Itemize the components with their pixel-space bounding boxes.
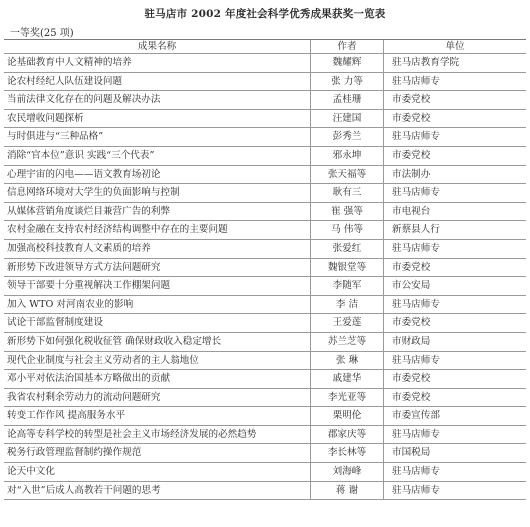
cell-title: 试论干部监督制度建设 <box>4 314 311 333</box>
table-row <box>4 239 526 258</box>
cell-author: 王爱莲 <box>311 314 384 333</box>
cell-title: 加强高校科技教育人文素质的培养 <box>4 239 311 258</box>
document-title: 驻马店市 2002 年度社会科学优秀成果获奖一览表 <box>144 8 386 20</box>
table-row <box>4 202 526 221</box>
cell-unit: 市电视台 <box>384 202 527 221</box>
table-body <box>4 54 526 500</box>
table-row <box>4 370 526 389</box>
table-row <box>4 463 526 482</box>
cell-author: 马 伟等 <box>311 221 384 240</box>
cell-title: 与时俱进与“三种品格” <box>4 128 311 147</box>
table-row <box>4 221 526 240</box>
cell-author: 李长林等 <box>311 444 384 463</box>
cell-author: 张天福等 <box>311 165 384 184</box>
cell-unit: 市国税局 <box>384 444 527 463</box>
table-row <box>4 109 526 128</box>
table-row <box>4 314 526 333</box>
cell-author: 魏耀辉 <box>311 54 384 73</box>
cell-unit: 市财政局 <box>384 332 527 351</box>
cell-unit: 驻马店师专 <box>384 239 527 258</box>
cell-unit: 驻马店师专 <box>384 72 527 91</box>
table-row <box>4 277 526 296</box>
cell-author: 汪建国 <box>311 109 384 128</box>
cell-author: 刘海峰 <box>311 463 384 482</box>
cell-title: 论天中文化 <box>4 463 311 482</box>
table-row <box>4 128 526 147</box>
cell-title: 新形势下改进领导方式方法问题研究 <box>4 258 311 277</box>
cell-author: 郡家庆等 <box>311 425 384 444</box>
table-row <box>4 351 526 370</box>
cell-unit: 市委党校 <box>384 314 527 333</box>
cell-title: 从媒体营销角度谈烂目兼营广告的利弊 <box>4 202 311 221</box>
table-row <box>4 184 526 203</box>
table-row <box>4 388 526 407</box>
cell-title: 加入 WTO 对河南农业的影响 <box>4 295 311 314</box>
cell-author: 戚建华 <box>311 370 384 389</box>
cell-title: 农民增收问题探析 <box>4 109 311 128</box>
cell-title: 现代企业制度与社会主义劳动者的主人翁地位 <box>4 351 311 370</box>
cell-unit: 驻马店师专 <box>384 295 527 314</box>
cell-unit: 新蔡县人行 <box>384 221 527 240</box>
cell-title: 邓小平对依法治国基本方略做出的贡献 <box>4 370 311 389</box>
cell-title: 转变工作作风 提高服务水平 <box>4 407 311 426</box>
table-row <box>4 332 526 351</box>
cell-author: 栗明伦 <box>311 407 384 426</box>
cell-unit: 市委党校 <box>384 109 527 128</box>
table-header-row <box>4 40 526 54</box>
cell-title: 心理宇宙的闪电——语文教育场初论 <box>4 165 311 184</box>
cell-author: 崔 强等 <box>311 202 384 221</box>
cell-title: 论高等专科学校的转型是社会主义市场经济发展的必然趋势 <box>4 425 311 444</box>
table-row <box>4 146 526 165</box>
cell-title: 消除“官本位”意识 实践“三个代表” <box>4 146 311 165</box>
cell-unit: 驻马店师专 <box>384 481 527 500</box>
cell-unit: 市委党校 <box>384 370 527 389</box>
cell-author: 蒋 谢 <box>311 481 384 500</box>
table-row <box>4 258 526 277</box>
table-row <box>4 425 526 444</box>
cell-author: 孟桂珊 <box>311 91 384 110</box>
cell-title: 信息网络环境对大学生的负面影响与控制 <box>4 184 311 203</box>
table-row <box>4 165 526 184</box>
cell-unit: 市法制办 <box>384 165 527 184</box>
cell-author: 彭秀兰 <box>311 128 384 147</box>
cell-unit: 驻马店师专 <box>384 425 527 444</box>
section-heading: 一等奖(25 项) <box>10 28 74 39</box>
cell-unit: 驻马店师专 <box>384 184 527 203</box>
cell-author: 张爱红 <box>311 239 384 258</box>
table-row <box>4 72 526 91</box>
cell-author: 魏银堂等 <box>311 258 384 277</box>
header-title: 成果名称 <box>4 40 311 54</box>
cell-author: 耿有三 <box>311 184 384 203</box>
header-author: 作者 <box>311 40 384 54</box>
table-row <box>4 295 526 314</box>
awards-table <box>4 39 526 500</box>
cell-title: 我省农村剩余劳动力的流动问题研究 <box>4 388 311 407</box>
cell-unit: 市委党校 <box>384 91 527 110</box>
cell-unit: 市委宣传部 <box>384 407 527 426</box>
cell-unit: 驻马店师专 <box>384 463 527 482</box>
cell-author: 李光亚等 <box>311 388 384 407</box>
cell-unit: 驻马店教育学院 <box>384 54 527 73</box>
table-row <box>4 54 526 73</box>
cell-author: 张 琳 <box>311 351 384 370</box>
cell-unit: 驻马店师专 <box>384 351 527 370</box>
cell-unit: 市委党校 <box>384 388 527 407</box>
cell-title: 领导干部要十分重视解决工作棚架问题 <box>4 277 311 296</box>
cell-author: 李随军 <box>311 277 384 296</box>
cell-title: 论基础教育中人文精神的培养 <box>4 54 311 73</box>
cell-author: 苏兰芝等 <box>311 332 384 351</box>
cell-unit: 驻马店师专 <box>384 128 527 147</box>
cell-unit: 市公安局 <box>384 277 527 296</box>
cell-title: 税务行政管理监督制约操作规范 <box>4 444 311 463</box>
cell-author: 张 力等 <box>311 72 384 91</box>
table-row <box>4 444 526 463</box>
table-row <box>4 407 526 426</box>
cell-title: 新形势下如何强化税收征管 确保财政收入稳定增长 <box>4 332 311 351</box>
table-row <box>4 91 526 110</box>
table-row <box>4 481 526 500</box>
cell-author: 邪永坤 <box>311 146 384 165</box>
cell-title: 当前法律文化存在的问题及解决办法 <box>4 91 311 110</box>
cell-title: 农村金融在支持农村经济结构调整中存在的主要问题 <box>4 221 311 240</box>
cell-unit: 市委党校 <box>384 258 527 277</box>
cell-author: 李 洁 <box>311 295 384 314</box>
cell-title: 对“入世”后成人高教若干问题的思考 <box>4 481 311 500</box>
cell-title: 论农村经纪人队伍建设问题 <box>4 72 311 91</box>
cell-unit: 市委党校 <box>384 146 527 165</box>
header-unit: 单位 <box>384 40 527 54</box>
